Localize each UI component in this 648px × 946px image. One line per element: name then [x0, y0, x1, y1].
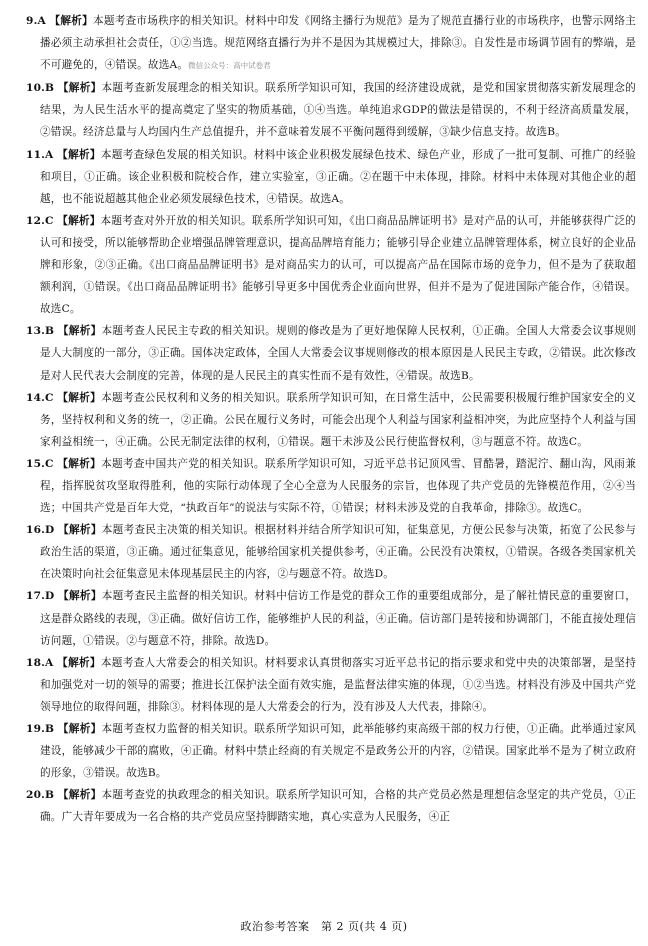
answer-item-12 [26, 210, 636, 320]
watermark: 微信公众号：高中试卷君 [188, 61, 271, 71]
analysis-tag: 【解析】 [57, 82, 102, 95]
answer-number: 13.B [26, 325, 55, 338]
answer-text: 本题考查对外开放的相关知识。联系所学知识可知，《出口商品品牌证明书》是对产品的认可，并能够获得广泛的认可和接受，所以能够帮助企业增强品牌管理意识，提高品牌培育能力；能够引导企业建立品牌管理体系，树立良好的企业品牌和形象，②③正确。《出口商品品牌证明书》是对商品实力的认可，可以提高产品在国际市场的竞争力，但不是为了获取超额利润，①错误。《出口商品品牌证明书》能够引导更多中国优秀企业面向世界，但并不是为了促进国际产能合作，④错误。故选C。 [40, 214, 636, 316]
answer-number: 18.A [26, 656, 54, 669]
analysis-tag: 【解析】 [57, 723, 102, 735]
answer-text: 本题考查人大常委会的相关知识。材料要求认真贯彻落实习近平总书记的指示要求和党中央的决策部署，是坚持和加强党对一切的领导的需要；推进长江保护法全面有效实施，是监督法律实施的体现，①②当选。材料没有涉及中国共产党领导地位的取得问题，排除③。材料体现的是人大常委会的行为，没有涉及人大代表，排除④。 [40, 656, 636, 713]
answer-text: 本题考查人民民主专政的相关知识。规则的修改是为了更好地保障人民权利，①正确。全国人大常委会议事规则是人大制度的一部分，③正确。国体决定政体，全国人大常委会议事规则修改的根本原因是人民民主专政，②错误。此次修改是对人民代表大会制度的完善，体现的是人民民主的真实性而不是有效性，④错误。故选B。 [40, 325, 636, 382]
page-footer: 政治参考答案 第 2 页(共 4 页) [240, 920, 408, 933]
answer-text: 本题考查民主监督的相关知识。材料中信访工作是党的群众工作的重要组成部分，是了解社情民意的重要窗口，这是群众路线的表现，③正确。做好信访工作，能够维护人民的利益，④正确。信访部门是转接和协调部门，不能直接处理信访问题，①错误。②与题意不符，排除。故选D。 [40, 590, 636, 647]
answer-item-13 [26, 320, 636, 386]
answer-number: 16.D [26, 524, 55, 537]
analysis-tag: 【解析】 [57, 656, 101, 669]
answer-text: 本题考查市场秩序的相关知识。材料中印发《网络主播行为规范》是为了规范直播行业的市场秩序，也警示网络主播必须主动承担社会责任，①②当选。规范网络直播行为并不是因为其规模过大，排除③。自发性是市场调节固有的弊端，是不可避免的，④错误。故选A。 [40, 15, 636, 72]
analysis-tag: 【解析】 [57, 214, 101, 227]
answer-item-19 [26, 718, 636, 784]
analysis-tag: 【解析】 [57, 391, 102, 404]
answer-item-11 [26, 144, 636, 210]
analysis-tag: 【解析】 [57, 789, 102, 802]
answer-text: 本题考查绿色发展的相关知识。材料中该企业积极发展绿色技术、绿色产业，形成了一批可复制、可推广的经验和项目，①正确。该企业积极和院校合作，建立实验室，③正确。②在题干中未体现，排除。材料中未体现对其他企业的超越，也不能说超越其他企业必须发展绿色技术，④错误。故选A。 [40, 148, 636, 205]
answer-text: 本题考查新发展理念的相关知识。联系所学知识可知，我国的经济建设成就，是党和国家贯彻落实新发展理念的结果，为人民生活水平的提高奠定了坚实的物质基础，①④当选。单纯追求GDP的做法是错误的，不利于经济高质量发展，②错误。经济总量与人均国内生产总值提升，并不意味着发展不平衡问题得到缓解，③缺少信息支持。故选B。 [40, 82, 636, 139]
answer-item-10 [26, 77, 636, 143]
answer-number: 14.C [26, 391, 54, 404]
answer-text: 本题考查权力监督的相关知识。联系所学知识可知，此举能够约束高级干部的权力行使，①正确。此举通过家风建设，能够减少干部的腐败，④正确。材料中禁止经商的有关规定不是政务公开的内容，②错误。国家此举不是为了树立政府的形象，③错误。故选B。 [40, 723, 636, 780]
answer-item-18 [26, 652, 636, 718]
answer-number: 17.D [26, 590, 55, 603]
answer-item-16 [26, 519, 636, 585]
answer-number: 9.A [26, 15, 46, 27]
analysis-tag: 【解析】 [57, 457, 102, 470]
analysis-tag: 【解析】 [49, 15, 93, 27]
answer-number: 19.B [26, 723, 55, 735]
answer-item-15 [26, 453, 636, 519]
answer-text: 本题考查公民权利和义务的相关知识。联系所学知识可知，在日常生活中，公民需要积极履行维护国家安全的义务，坚持权利和义务的统一，②正确。公民在履行义务时，可能会出现个人利益与国家利益相冲突，为此应坚持个人利益与国家利益相统一，④正确。公民无制定法律的权利，①错误。题干未涉及公民行使监督权利，③与题意不符。故选C。 [40, 391, 636, 448]
answer-text: 本题考查民主决策的相关知识。根据材料并结合所学知识可知，征集意见，方便公民参与决策，拓宽了公民参与政治生活的渠道，③正确。通过征集意见，能够给国家机关提供参考，④正确。公民没有决策权，①错误。各级各类国家机关在决策时向社会征集意见未体现基层民主的内容，②与题意不符。故选D。 [40, 524, 636, 581]
answer-number: 20.B [26, 789, 55, 802]
answer-item-20 [26, 784, 636, 828]
analysis-tag: 【解析】 [57, 148, 101, 161]
answer-number: 15.C [26, 457, 54, 470]
answer-item-9 [26, 10, 636, 77]
analysis-tag: 【解析】 [58, 590, 102, 603]
answer-text: 本题考查党的执政理念的相关知识。联系所学知识可知，合格的共产党员必然是理想信念坚定的共产党员，①正确。广大青年要成为一名合格的共产党员应坚持脚踏实地，真心实意为人民服务，④正 [40, 789, 636, 824]
answer-item-14 [26, 387, 636, 453]
answer-item-17 [26, 585, 636, 651]
answer-number: 10.B [26, 82, 55, 95]
analysis-tag: 【解析】 [58, 524, 102, 537]
answer-number: 12.C [26, 214, 54, 227]
answer-text: 本题考查中国共产党的相关知识。联系所学知识可知，习近平总书记顶风雪、冒酷暑，踏泥泞、翻山沟，风雨兼程，指挥脱贫攻坚取得胜利，他的实际行动体现了全心全意为人民服务的宗旨，也体现了共产党员的先锋模范作用，②④当选；中国共产党是百年大党，“执政百年”的说法与实际不符，①错误；材料未涉及党的自我革命，排除③。故选C。 [40, 457, 636, 515]
analysis-tag: 【解析】 [57, 325, 102, 338]
answer-number: 11.A [26, 148, 54, 161]
